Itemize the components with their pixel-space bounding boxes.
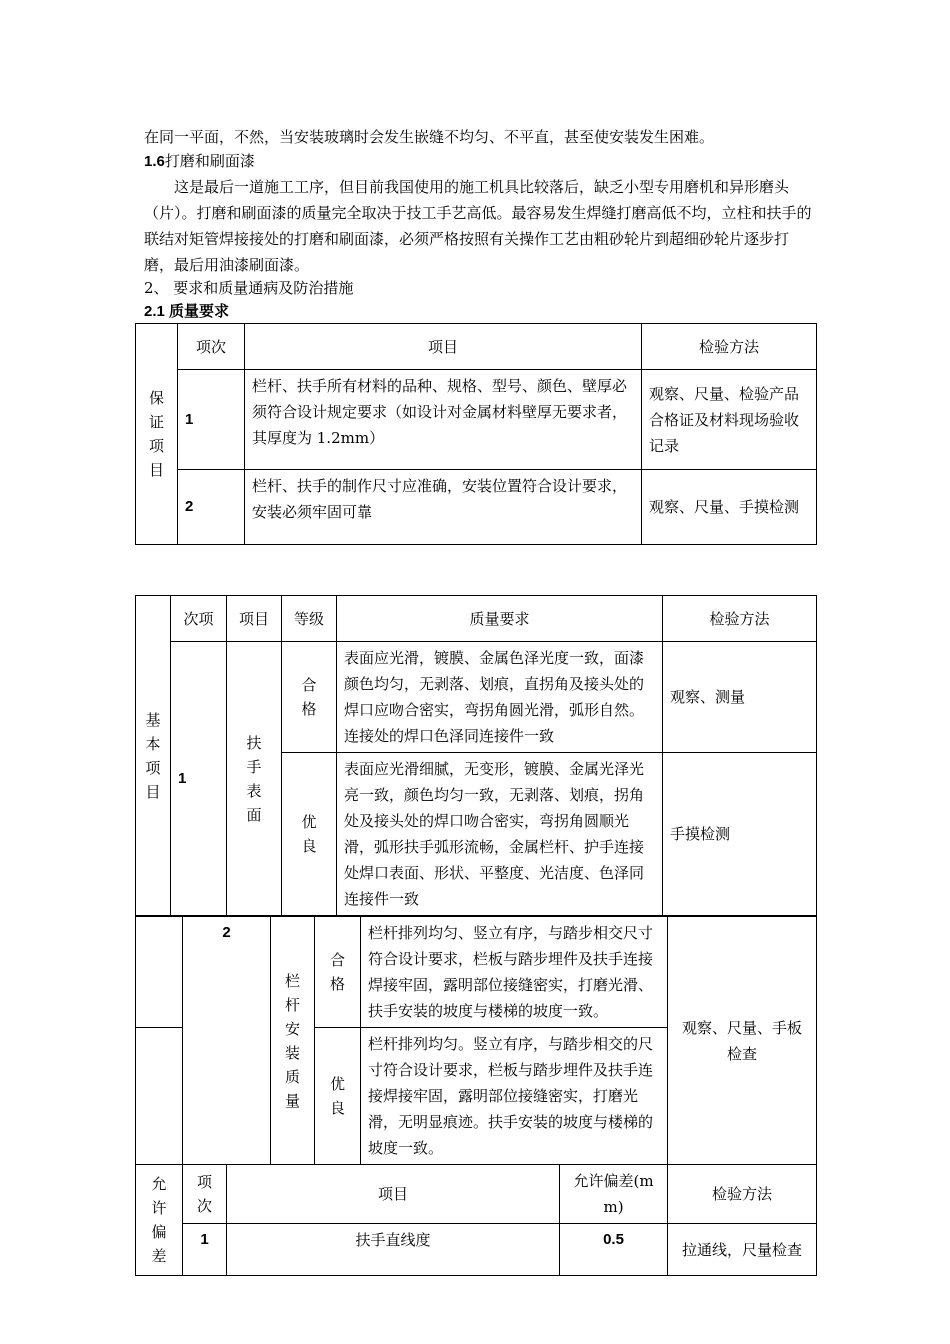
grade-pass-cell bbox=[282, 642, 337, 753]
tolerance-row-seq: 1 bbox=[183, 1224, 227, 1276]
tolerance-header-seq: 项次 bbox=[197, 1173, 213, 1215]
tolerance-group-cell bbox=[136, 1165, 183, 1276]
pass-method: 观察、测量 bbox=[663, 642, 817, 753]
tolerance-group-label: 允许偏差 bbox=[151, 1175, 167, 1265]
grade-good: 优良 bbox=[301, 813, 317, 855]
railing-seq: 2 bbox=[183, 917, 271, 1165]
basic-group-cell bbox=[136, 596, 171, 916]
railing-item-cell bbox=[271, 917, 315, 1165]
header-requirement: 质量要求 bbox=[337, 596, 663, 642]
header-grade: 等级 bbox=[282, 596, 337, 642]
railing-grade-pass-cell bbox=[315, 917, 361, 1028]
header-method: 检验方法 bbox=[642, 324, 817, 370]
heading-2: 2、 要求和质量通病及防治措施 bbox=[144, 279, 354, 297]
guarantee-group-label: 保证项目 bbox=[149, 389, 165, 479]
railing-grade-pass: 合格 bbox=[330, 951, 346, 993]
basic-seq: 1 bbox=[171, 642, 227, 916]
heading-1-6 bbox=[144, 150, 255, 173]
header-item: 项目 bbox=[227, 596, 282, 642]
basic-items-table bbox=[135, 595, 817, 916]
row-2-item: 栏杆、扶手的制作尺寸应准确，安装位置符合设计要求，安装必须牢固可靠 bbox=[245, 470, 642, 545]
grade-pass: 合格 bbox=[301, 676, 317, 718]
row-1-item: 栏杆、扶手所有材料的品种、规格、型号、颜色、壁厚必须符合设计规定要求（如设计对金属材料壁厚无要求者，其厚度为 1.2mm） bbox=[245, 370, 642, 470]
heading-1-6-number: 1.6 bbox=[144, 153, 165, 170]
heading-2-1: 2.1 质量要求 bbox=[144, 303, 230, 320]
basic-item-cell bbox=[227, 642, 282, 916]
railing-good-requirement: 栏杆排列均匀。竖立有序，与踏步相交的尺寸符合设计要求，栏板与踏步埋件及扶手连接焊接牢固，露明部位接缝密实，打磨光滑，无明显痕迹。扶手安装的坡度与楼梯的坡度一致。 bbox=[361, 1028, 668, 1165]
header-seq: 项次 bbox=[178, 324, 245, 370]
basic-item-label: 扶手表面 bbox=[246, 733, 262, 824]
railing-group-cell-bottom bbox=[136, 1028, 183, 1165]
railing-grade-good-cell bbox=[315, 1028, 361, 1165]
pass-requirement: 表面应光滑，镀膜、金属色泽光度一致，面漆颜色均匀，无剥落、划痕，直拐角及接头处的焊口应吻合密实，弯拐角圆光滑，弧形自然。连接处的焊口色泽同连接件一致 bbox=[337, 642, 663, 753]
row-1-method: 观察、尺量、检验产品合格证及材料现场验收记录 bbox=[642, 370, 817, 470]
tolerance-row-item: 扶手直线度 bbox=[227, 1224, 560, 1276]
heading-1-6-title: 打磨和刷面漆 bbox=[164, 152, 255, 170]
tolerance-header-method: 检验方法 bbox=[668, 1165, 817, 1224]
railing-grade-good: 优良 bbox=[330, 1075, 346, 1117]
header-method: 检验方法 bbox=[663, 596, 817, 642]
guarantee-items-table bbox=[135, 323, 817, 545]
railing-method: 观察、尺量、手板检查 bbox=[668, 917, 817, 1165]
good-method: 手摸检测 bbox=[663, 753, 817, 916]
header-item: 项目 bbox=[245, 324, 642, 370]
basic-group-label: 基本项目 bbox=[145, 710, 161, 801]
tolerance-header-seq-cell bbox=[183, 1165, 227, 1224]
row-2-seq: 2 bbox=[178, 470, 245, 545]
row-1-seq: 1 bbox=[178, 370, 245, 470]
tolerance-header-dev: 允许偏差(mm) bbox=[560, 1165, 668, 1224]
section-1-6-body: 这是最后一道施工工序，但目前我国使用的施工机具比较落后，缺乏小型专用磨机和异形磨头（片）。打磨和刷面漆的质量完全取决于技工手艺高低。最容易发生焊缝打磨高低不均，立柱和扶手的联结对矩管焊接接处的打磨和刷面漆，必须严格按照有关操作工艺由粗砂轮片到超细砂轮片逐步打磨，最后用油漆刷面漆。 bbox=[144, 178, 812, 274]
railing-group-cell-top bbox=[136, 917, 183, 1028]
tolerance-row-method: 拉通线，尺量检查 bbox=[668, 1224, 817, 1276]
railing-item-label: 栏杆安装质量 bbox=[285, 971, 301, 1110]
header-seq: 次项 bbox=[171, 596, 227, 642]
good-requirement: 表面应光滑细腻，无变形，镀膜、金属光泽光亮一致，颜色均匀一致，无剥落、划痕，拐角处及接头处的焊口吻合密实，弯拐角圆顺光滑，弧形扶手弧形流畅，金属栏杆、护手连接处焊口表面、形状、平整度、光洁度、色泽同连接件一致 bbox=[337, 753, 663, 916]
tolerance-row-dev: 0.5 bbox=[560, 1224, 668, 1276]
tolerance-header-item: 项目 bbox=[227, 1165, 560, 1224]
grade-good-cell bbox=[282, 753, 337, 916]
row-2-method: 观察、尺量、手摸检测 bbox=[642, 470, 817, 545]
railing-tolerance-table bbox=[135, 916, 817, 1276]
railing-pass-requirement: 栏杆排列均匀、竖立有序，与踏步相交尺寸符合设计要求，栏板与踏步埋件及扶手连接焊接牢固，露明部位接缝密实，打磨光滑、扶手安装的坡度与楼梯的坡度一致。 bbox=[361, 917, 668, 1028]
guarantee-group-cell bbox=[136, 324, 178, 545]
intro-line: 在同一平面，不然，当安装玻璃时会发生嵌缝不均匀、不平直，甚至使安装发生困难。 bbox=[144, 128, 715, 146]
